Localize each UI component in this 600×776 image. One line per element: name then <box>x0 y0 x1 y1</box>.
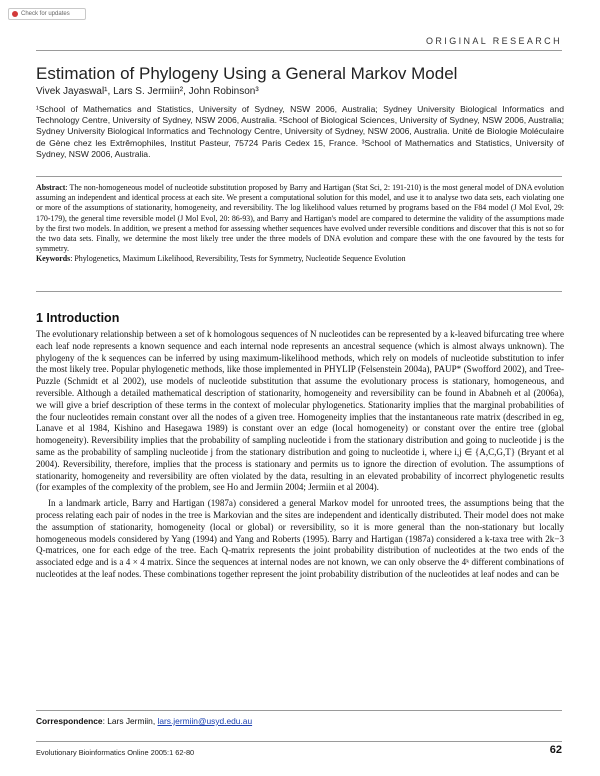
affiliations: ¹School of Mathematics and Statistics, University of Sydney, NSW 2006, Australia; Sydney University Biological Informatics and Technology Centre, University of Sydney, NSW 2006, Australia. ²School of Biological Sciences, University of Sydney, NSW 2006, Australia; Sydney University Biological Informatics and Technology Centre, University of Sydney, NSW 2006, Australia. Unité de Biologie Moléculaire de Gène chez les Extrêmophiles, Institut Pasteur, 75724 Paris Cedex 15, France. ³School of Mathematics and Statistics, University of Sydney, NSW 2006, Australia. <box>36 104 564 159</box>
abstract-text: : The non-homogeneous model of nucleotide substitution proposed by Barry and Hartigan (Stat Sci, 2: 191-210) is the most general model of DNA evolution assuming an independent and identical process at each site. We present a computational solution for this model, and use it to analyse two data sets, each violating one or more of the assumptions of stationarity, homogeneity, and reversibility. The log likelihood values returned by programs based on the F84 model (J Mol Evol, 29: 170-179), the general time reversible model (J Mol Evol, 20: 86-93), and Barry and Hartigan's model are compared to determine the validity of the assumptions made by the first two models. In addition, we present a method for assessing whether sequences have evolved under reversible conditions and discover that this is not so for the two data sets. Finally, we determine the most likely tree under the three models of DNA evolution and compare these with the one favoured by the tests for symmetry. <box>36 183 564 254</box>
abstract-bottom-rule <box>36 291 562 292</box>
footer-rule <box>36 741 562 742</box>
introduction-body <box>36 329 564 581</box>
update-icon <box>12 11 18 17</box>
keywords-paragraph <box>36 254 564 264</box>
check-for-updates-badge[interactable] <box>8 8 86 20</box>
correspondence-email-link[interactable]: lars.jermiin@usyd.edu.au <box>157 716 253 726</box>
keywords-text: : Phylogenetics, Maximum Likelihood, Reversibility, Tests for Symmetry, Nucleotide Sequence Evolution <box>70 254 406 264</box>
badge-label: Check for updates <box>21 11 70 17</box>
keywords-label: Keywords <box>36 254 71 264</box>
intro-paragraph-2: In a landmark article, Barry and Hartigan (1987a) considered a general Markov model for unrooted trees, the assumptions being that the process relating each pair of nodes in the tree is Markovian and the sites are independent and identically distributed. Their model does not make the assumption of stationarity, homogeneity (local or global) or reversibility, so it is more general than the non-stationary but locally homogeneous models considered by Yang (1994) and Yang and Roberts (1995). Barry and Hartigan (1987a) considered a k-taxa tree with 2k−3 Q-matrices, one for each edge of the tree. Each Q-matrix represents the joint probability distribution of nucleotides at the two ends of the associated edge and is a 4 × 4 matrix. Since the sequences at internal nodes are not known, we can only observe the 4ᵏ different combinations of nucleotides at the leaf nodes. These combinations together represent the joint probability distribution of the nucleotides at leaf nodes and can be <box>36 498 564 579</box>
intro-paragraph-1: The evolutionary relationship between a set of k homologous sequences of N nucleotides can be represented by a k-leaved bifurcating tree where each leaf node represents a known sequence and each internal node represents an ancestral sequence (which is almost always unknown). The phylogeny of the k sequences can be inferred by using maximum-likelihood methods, which rely on models of nucleotide substitution to infer the most likely tree. Popular phylogenetic methods, like those implemented in PHYLIP (Felsenstein 2004a), PAUP* (Swofford 2002), and Tree-Puzzle (Schmidt et al 2002), use models of nucleotide substitution that assume the evolutionary process is stationary, homogeneous, and reversible. Although a detailed mathematical description of stationarity, homogeneity and reversibility can be found in Ababneh et al (2006a), we will give a brief description of these terms in the context of molecular phylogenetics. Stationarity implies that the marginal probabilities of the four nucleotides remain constant over all the nodes of a given tree. Homogeneity implies that the instantaneous rate matrix (described in eg, Lanave et al 1984, Kishino and Hasegawa 1989) is constant over an edge (local homogeneity) or constant over the entire tree (global homogeneity). Reversibility implies that the probability of sampling nucleotide i from the stationary distribution and going to nucleotide j is the same as the probability of sampling nucleotide j from the stationary distribution and going to nucleotide i, where i,j ∈ {A,C,G,T} (Bryant et al 2004). Reversibility, therefore, implies that the process is stationary and permits us to ignore the direction of evolution. The assumptions of stationarity, homogeneity and reversibility are often violated by the data, resulting in an elevated probability of incorrect phylogenetic results (for examples of the complexity of the problem, see Ho and Jermiin 2004; Jermiin et al 2004). <box>36 329 565 493</box>
footnote-rule <box>36 710 562 711</box>
abstract-block <box>36 183 564 265</box>
abstract-paragraph <box>36 183 564 254</box>
author-list: Vivek Jayaswal¹, Lars S. Jermiin², John Robinson³ <box>36 86 259 97</box>
page-number: 62 <box>549 744 562 756</box>
journal-citation: Evolutionary Bioinformatics Online 2005:1 62-80 <box>36 748 195 757</box>
abstract-top-rule <box>36 176 562 177</box>
article-title: Estimation of Phylogeny Using a General Markov Model <box>36 64 458 83</box>
correspondence-label: Correspondence <box>36 716 103 726</box>
header-rule <box>36 50 562 51</box>
section-heading-introduction: 1 Introduction <box>36 311 120 325</box>
correspondence-name: : Lars Jermiin, <box>102 716 158 726</box>
article-type-label: ORIGINAL RESEARCH <box>426 36 562 46</box>
correspondence <box>36 716 252 726</box>
abstract-label: Abstract <box>36 183 66 192</box>
